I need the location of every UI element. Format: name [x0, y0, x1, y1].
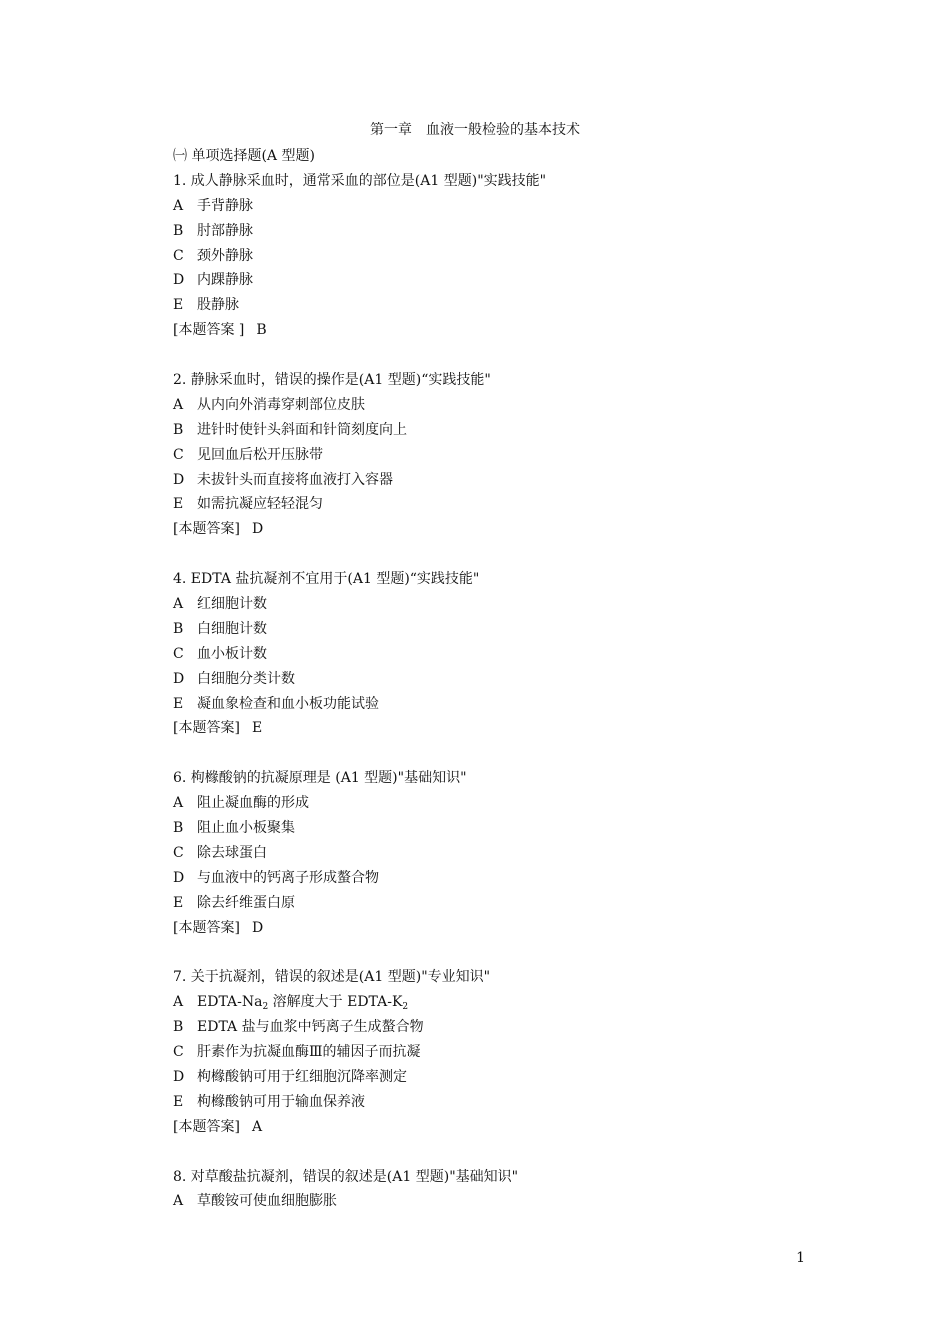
- answer-label: [本题答案]: [173, 720, 240, 737]
- option-text: 除去纤维蛋白原: [197, 894, 295, 911]
- option-row: [173, 269, 813, 294]
- option-text: 见回血后松开压脉带: [197, 446, 323, 463]
- option-text: 进针时使针头斜面和针筒刻度向上: [197, 421, 407, 438]
- option-text: 从内向外消毒穿刺部位皮肤: [197, 396, 365, 413]
- option-row: [173, 1041, 813, 1066]
- answer-row: [173, 518, 813, 543]
- option-row: [173, 294, 813, 319]
- option-row: [173, 419, 813, 444]
- subscript: 2: [402, 1002, 409, 1013]
- question-stem: 4. EDTA 盐抗凝剂不宜用于(A1 型题)“实践技能": [173, 571, 480, 588]
- option-text: 红细胞计数: [197, 596, 267, 613]
- option-letter: B: [173, 222, 184, 239]
- answer-value: D: [251, 919, 264, 936]
- answer-row: [173, 319, 813, 344]
- option-letter: C: [173, 446, 184, 463]
- option-letter: D: [173, 471, 185, 488]
- option-letter: D: [173, 1068, 185, 1085]
- answer-label: [本题答案]: [173, 1118, 240, 1135]
- subscript: 2: [262, 1002, 269, 1013]
- answer-label: [本题答案]: [173, 919, 240, 936]
- option-row: [173, 668, 813, 693]
- option-letter: B: [173, 1019, 184, 1036]
- option-text: 草酸铵可使血细胞膨胀: [197, 1193, 337, 1210]
- answer-row: [173, 1116, 813, 1141]
- option-letter: B: [173, 421, 184, 438]
- option-row: [173, 394, 813, 419]
- question-stem: 8. 对草酸盐抗凝剂，错误的叙述是(A1 型题)"基础知识": [173, 1168, 519, 1185]
- answer-label: [本题答案 ]: [173, 322, 245, 339]
- option-text: 白细胞计数: [197, 620, 267, 637]
- option-text: 股静脉: [197, 297, 239, 314]
- spacer: [173, 344, 813, 369]
- option-text: 与血液中的钙离子形成螯合物: [197, 869, 379, 886]
- question-stem: 1. 成人静脉采血时，通常采血的部位是(A1 型题)"实践技能": [173, 172, 547, 189]
- answer-value: A: [251, 1118, 263, 1135]
- chapter-title: 第一章 血液一般检验的基本技术: [370, 122, 580, 138]
- option-letter: C: [173, 1044, 184, 1061]
- option-letter: E: [173, 894, 184, 911]
- option-letter: C: [173, 247, 184, 264]
- answer-row: [173, 917, 813, 942]
- answer-value: B: [256, 322, 267, 339]
- answer-value: E: [251, 720, 263, 737]
- spacer: [173, 543, 813, 568]
- answer-value: D: [251, 521, 264, 538]
- option-letter: A: [173, 596, 184, 613]
- answer-row: [173, 717, 813, 742]
- option-letter: C: [173, 844, 184, 861]
- section-heading: ㈠ 单项选择题(A 型题): [173, 148, 315, 164]
- option-text: 颈外静脉: [197, 247, 253, 264]
- option-row: [173, 469, 813, 494]
- option-letter: E: [173, 496, 184, 513]
- option-row: [173, 817, 813, 842]
- option-row: [173, 892, 813, 917]
- option-row: [173, 643, 813, 668]
- option-text: EDTA 盐与血浆中钙离子生成螯合物: [197, 1019, 424, 1036]
- option-text: 枸橼酸钠可用于输血保养液: [197, 1093, 365, 1110]
- question-list: [173, 145, 813, 1215]
- option-letter: E: [173, 1093, 184, 1110]
- spacer: [173, 942, 813, 967]
- option-text: 肝素作为抗凝血酶Ⅲ的辅因子而抗凝: [197, 1044, 421, 1061]
- option-letter: A: [173, 197, 184, 214]
- option-row: [173, 1190, 813, 1215]
- spacer: [173, 1141, 813, 1166]
- option-row: [173, 593, 813, 618]
- chemical-name: EDTA-Na: [197, 994, 263, 1011]
- option-text: 阻止凝血酶的形成: [197, 795, 309, 812]
- option-row: [173, 991, 813, 1016]
- option-row: [173, 1016, 813, 1041]
- option-row: [173, 618, 813, 643]
- option-text: 如需抗凝应轻轻混匀: [197, 496, 323, 513]
- option-letter: B: [173, 820, 184, 837]
- option-row: [173, 444, 813, 469]
- page-number: 1: [796, 1250, 805, 1266]
- option-text: 白细胞分类计数: [197, 670, 295, 687]
- option-row: [173, 195, 813, 220]
- option-text: 未拔针头而直接将血液打入容器: [197, 471, 393, 488]
- option-row: [173, 220, 813, 245]
- option-text: 阻止血小板聚集: [197, 820, 295, 837]
- option-letter: A: [173, 795, 184, 812]
- option-row: [173, 693, 813, 718]
- option-row: [173, 1091, 813, 1116]
- option-row: [173, 1066, 813, 1091]
- option-row: [173, 842, 813, 867]
- option-letter: E: [173, 695, 184, 712]
- option-row: [173, 493, 813, 518]
- option-text: 肘部静脉: [197, 222, 253, 239]
- option-letter: C: [173, 645, 184, 662]
- option-letter: A: [173, 396, 184, 413]
- option-letter: A: [173, 1193, 184, 1210]
- comparison-text: 溶解度大于 EDTA-K: [268, 994, 403, 1011]
- option-text: 除去球蛋白: [197, 844, 267, 861]
- option-row: [173, 792, 813, 817]
- option-letter: B: [173, 620, 184, 637]
- question-stem: 2. 静脉采血时，错误的操作是(A1 型题)“实践技能": [173, 372, 491, 389]
- answer-label: [本题答案]: [173, 521, 240, 538]
- option-text: 枸橼酸钠可用于红细胞沉降率测定: [197, 1068, 407, 1085]
- option-text: 凝血象检查和血小板功能试验: [197, 695, 379, 712]
- option-text: 内踝静脉: [197, 272, 253, 289]
- option-text: 血小板计数: [197, 645, 267, 662]
- option-row: [173, 245, 813, 270]
- option-text: 手背静脉: [197, 197, 253, 214]
- option-row: [173, 867, 813, 892]
- option-text: [197, 994, 409, 1013]
- option-letter: D: [173, 670, 185, 687]
- spacer: [173, 742, 813, 767]
- question-stem: 7. 关于抗凝剂，错误的叙述是(A1 型题)"专业知识": [173, 969, 491, 986]
- option-letter: A: [173, 994, 184, 1011]
- option-letter: D: [173, 272, 185, 289]
- option-letter: D: [173, 869, 185, 886]
- question-stem: 6. 枸橼酸钠的抗凝原理是 (A1 型题)"基础知识": [173, 770, 467, 787]
- option-letter: E: [173, 297, 184, 314]
